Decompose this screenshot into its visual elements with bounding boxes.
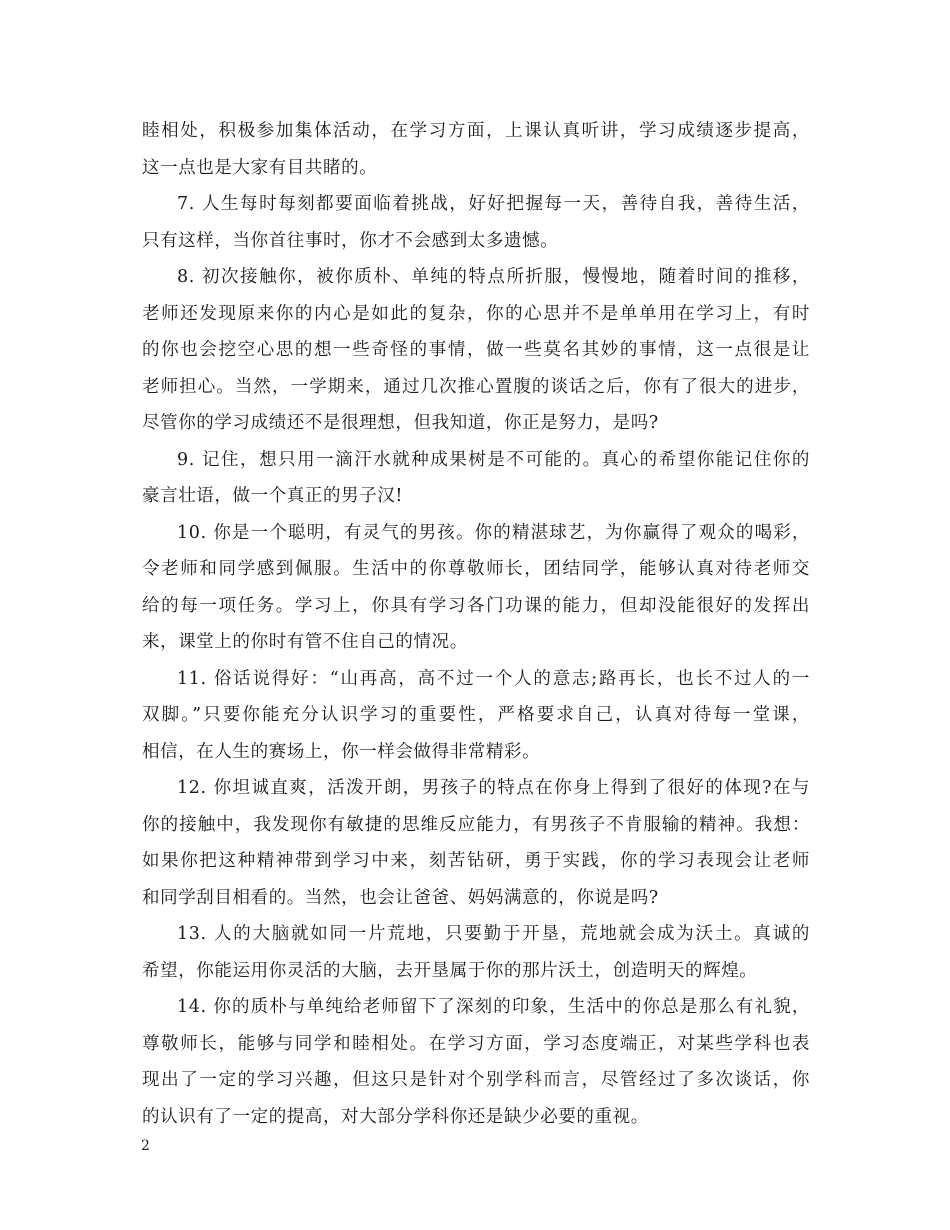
- paragraph-line: 给的每一项任务。学习上，你具有学习各门功课的能力，但却没能很好的发挥出: [142, 595, 810, 616]
- paragraph-line: 10. 你是一个聪明，有灵气的男孩。你的精湛球艺，为你赢得了观众的喝彩，: [177, 522, 810, 543]
- page-number: 2: [141, 1138, 150, 1154]
- paragraph-line: 豪言壮语，做一个真正的男子汉!: [142, 486, 404, 506]
- paragraph-line: 令老师和同学感到佩服。生活中的你尊敬师长，团结同学，能够认真对待老师交: [142, 559, 810, 579]
- paragraph-line: 你的接触中，我发现你有敏捷的思维反应能力，有男孩子不肯服输的精神。我想：: [142, 814, 810, 835]
- paragraph-line: 尽管你的学习成绩还不是很理想，但我知道，你正是努力，是吗?: [142, 413, 659, 433]
- paragraph: [142, 259, 810, 442]
- paragraph: [142, 989, 810, 1135]
- paragraph-line: 8. 初次接触你，被你质朴、单纯的特点所折服，慢慢地，随着时间的推移，: [177, 267, 810, 287]
- paragraph-line: 9. 记住，想只用一滴汗水就种成果树是不可能的。真心的希望你能记住你的: [177, 449, 810, 470]
- paragraph: [142, 661, 810, 771]
- paragraph: [142, 113, 810, 186]
- paragraph-line: 12. 你坦诚直爽，活泼开朗，男孩子的特点在你身上得到了很好的体现?在与: [177, 778, 810, 798]
- paragraph: [142, 442, 810, 515]
- paragraph-line: 来，课堂上的你时有管不住自己的情况。: [142, 632, 468, 652]
- paragraph: [142, 770, 810, 916]
- paragraph-line: 老师担心。当然，一学期来，通过几次推心置腹的谈话之后，你有了很大的进步，: [142, 376, 810, 397]
- paragraph-line: 相信，在人生的赛场上，你一样会做得非常精彩。: [142, 741, 541, 762]
- paragraph-line: 的你也会挖空心思的想一些奇怪的事情，做一些莫名其妙的事情，这一点很是让: [142, 340, 810, 360]
- paragraph-line: 11. 俗话说得好：“山再高，高不过一个人的意志;路再长，也长不过人的一: [177, 668, 810, 689]
- paragraph-line: 14. 你的质朴与单纯给老师留下了深刻的印象，生活中的你总是那么有礼貌，: [177, 997, 810, 1017]
- paragraph-line: 如果你把这种精神带到学习中来，刻苦钻研，勇于实践，你的学习表现会让老师: [142, 851, 810, 871]
- paragraph-line: 希望，你能运用你灵活的大脑，去开垦属于你的那片沃土，创造明天的辉煌。: [142, 960, 758, 981]
- paragraph: [142, 916, 810, 989]
- paragraph-line: 和同学刮目相看的。当然，也会让爸爸、妈妈满意的，你说是吗?: [142, 887, 659, 908]
- paragraph: [142, 186, 810, 259]
- paragraph-line: 这一点也是大家有目共睹的。: [142, 157, 378, 178]
- document-body: [142, 113, 810, 1135]
- paragraph-line: 睦相处，积极参加集体活动，在学习方面，上课认真听讲，学习成绩逐步提高，: [142, 121, 810, 141]
- paragraph-line: 13. 人的大脑就如同一片荒地，只要勤于开垦，荒地就会成为沃土。真诚的: [177, 924, 810, 944]
- paragraph-line: 现出了一定的学习兴趣，但这只是针对个别学科而言，尽管经过了多次谈话，你: [142, 1070, 810, 1090]
- paragraph-line: 7. 人生每时每刻都要面临着挑战，好好把握每一天，善待自我，善待生活，: [177, 194, 810, 214]
- paragraph-line: 尊敬师长，能够与同学和睦相处。在学习方面，学习态度端正，对某些学科也表: [142, 1033, 810, 1054]
- paragraph-line: 的认识有了一定的提高，对大部分学科你还是缺少必要的重视。: [142, 1106, 649, 1127]
- paragraph-line: 只有这样，当你首往事时，你才不会感到太多遗憾。: [142, 230, 559, 251]
- paragraph-line: 双脚。”只要你能充分认识学习的重要性，严格要求自己，认真对待每一堂课，: [142, 705, 810, 725]
- paragraph-line: 老师还发现原来你的内心是如此的复杂，你的心思并不是单单用在学习上，有时: [142, 303, 810, 324]
- paragraph: [142, 515, 810, 661]
